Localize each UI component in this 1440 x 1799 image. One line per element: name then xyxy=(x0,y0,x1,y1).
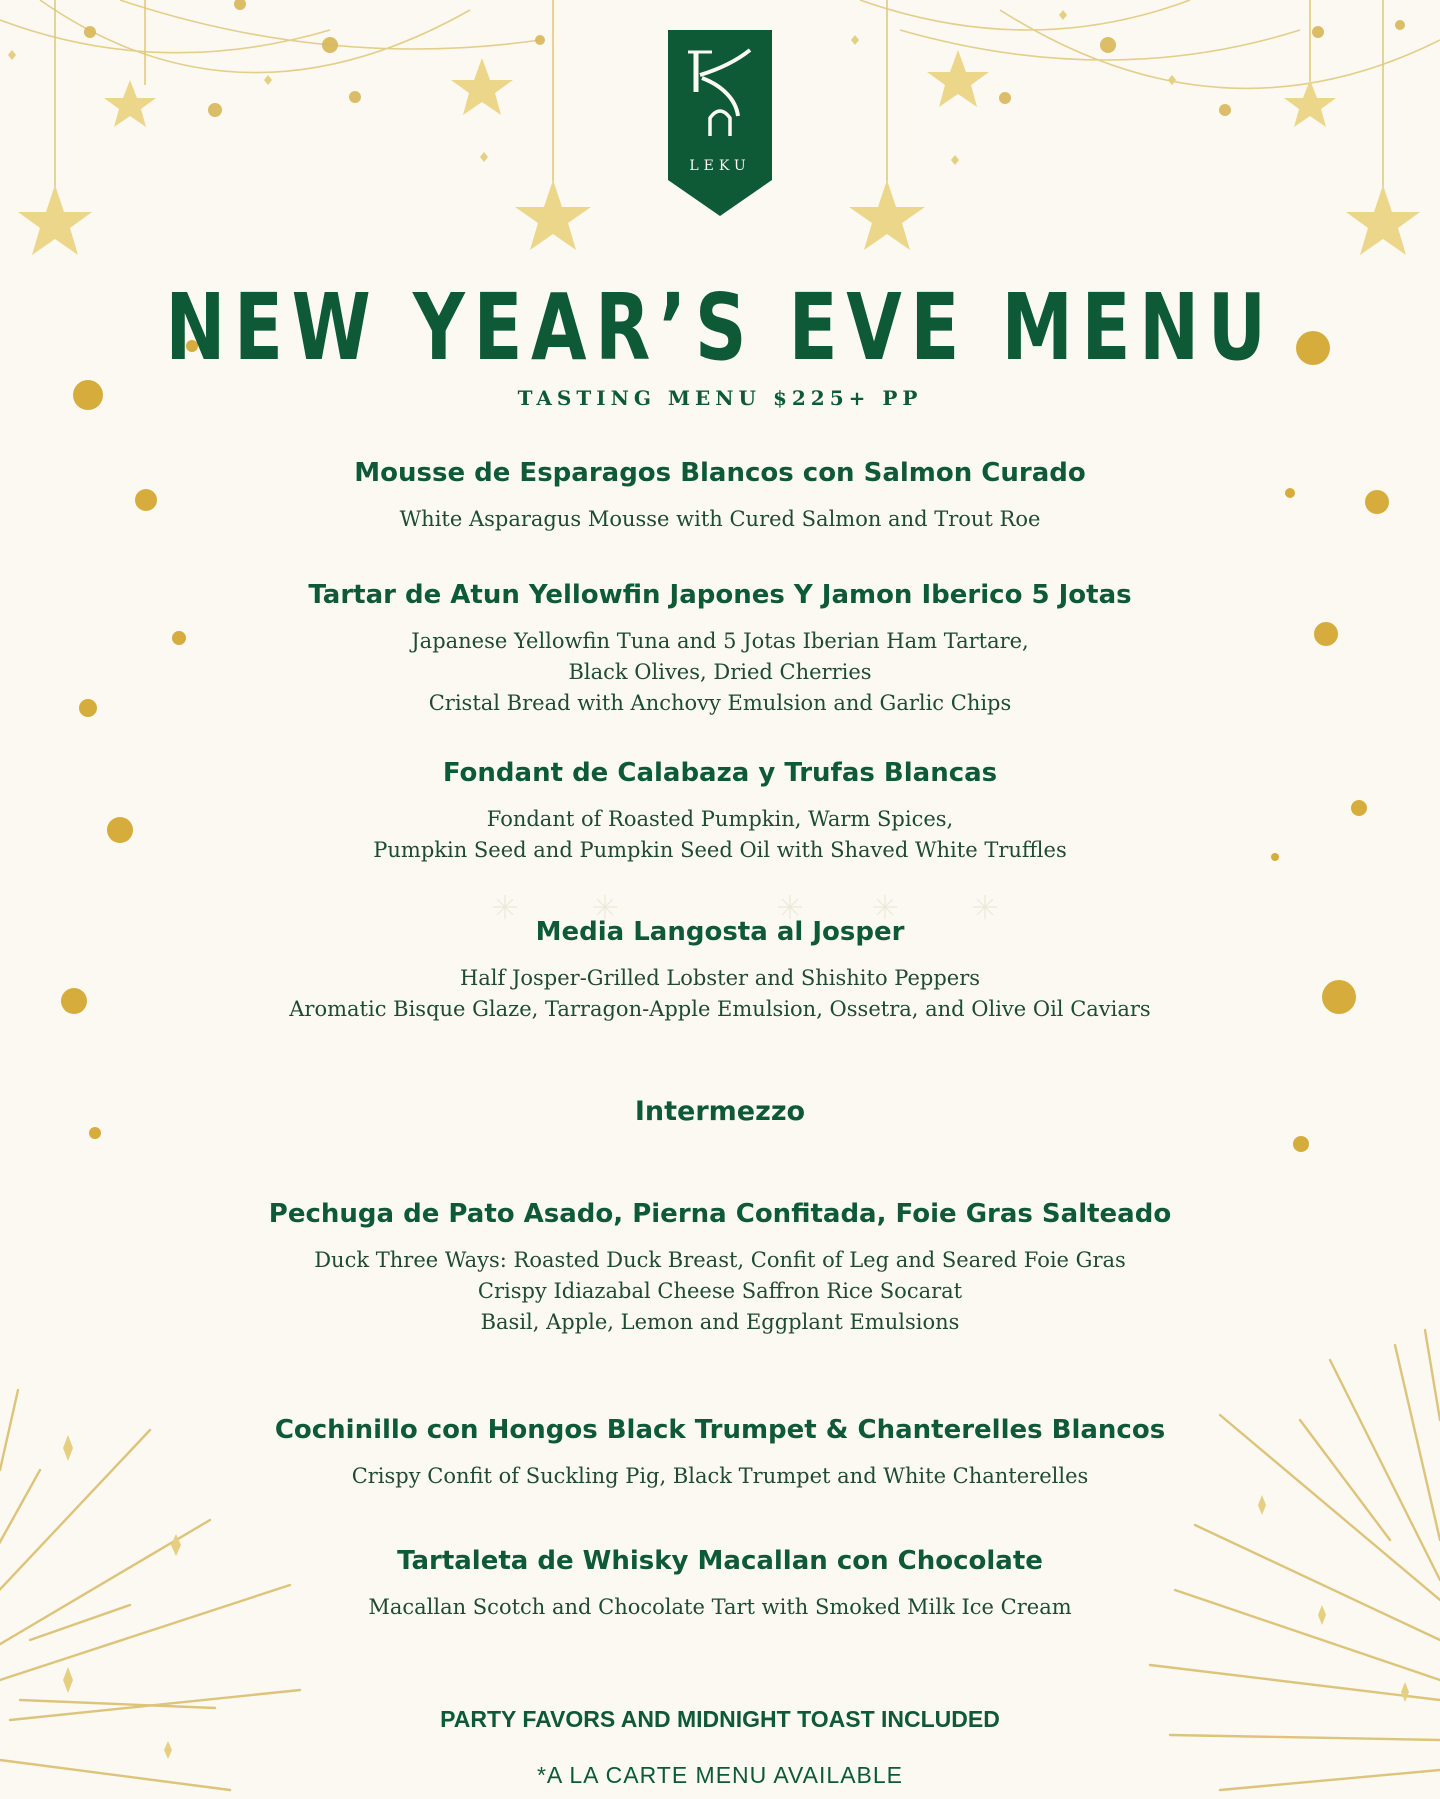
course-name: Mousse de Esparagos Blancos con Salmon Curado xyxy=(354,458,1086,488)
course-name: Tartar de Atun Yellowfin Japones Y Jamon Iberico 5 Jotas xyxy=(308,580,1132,610)
a-la-carte-note: *A LA CARTE MENU AVAILABLE xyxy=(536,1762,904,1788)
course-name: Fondant de Calabaza y Trufas Blancas xyxy=(442,758,998,788)
course-5 xyxy=(0,1197,1440,1338)
course-description: Japanese Yellowfin Tuna and 5 Jotas Iberian Ham Tartare, Black Olives, Dried Cherries Cristal Bread with Anchovy Emulsion and Garlic Chips xyxy=(411,629,1029,715)
course-name: Media Langosta al Josper xyxy=(535,917,905,947)
party-favors-note: PARTY FAVORS AND MIDNIGHT TOAST INCLUDED xyxy=(440,1706,1000,1732)
page-title: NEW YEAR’S EVE MENU xyxy=(165,274,1275,381)
leku-logo xyxy=(668,30,772,216)
course-description: Half Josper-Grilled Lobster and Shishito Peppers Aromatic Bisque Glaze, Tarragon-Apple Emulsion, Ossetra, and Olive Oil Caviars xyxy=(289,966,1151,1021)
course-4 xyxy=(0,915,1440,1025)
logo-text: LEKU xyxy=(689,158,751,174)
course-name: Pechuga de Pato Asado, Pierna Confitada, Foie Gras Salteado xyxy=(268,1199,1172,1229)
course-name: Tartaleta de Whisky Macallan con Chocolate xyxy=(397,1546,1043,1576)
course-description: Crispy Confit of Suckling Pig, Black Trumpet and White Chanterelles xyxy=(351,1464,1089,1488)
course-2 xyxy=(0,578,1440,719)
course-description: White Asparagus Mousse with Cured Salmon and Trout Roe xyxy=(399,507,1041,531)
course-description: Macallan Scotch and Chocolate Tart with Smoked Milk Ice Cream xyxy=(368,1595,1072,1619)
course-description: Duck Three Ways: Roasted Duck Breast, Confit of Leg and Seared Foie Gras Crispy Idiazabal Cheese Saffron Rice Socarat Basil, Apple, Lemon and Eggplant Emulsions xyxy=(314,1248,1126,1334)
course-name: Cochinillo con Hongos Black Trumpet & Chanterelles Blancos xyxy=(274,1415,1166,1445)
course-7 xyxy=(0,1544,1440,1623)
intermezzo-heading: Intermezzo xyxy=(634,1096,806,1127)
course-3 xyxy=(0,756,1440,866)
price-subtitle: TASTING MENU $225+ PP xyxy=(517,386,923,410)
course-1 xyxy=(0,456,1440,535)
course-6 xyxy=(0,1413,1440,1492)
course-description: Fondant of Roasted Pumpkin, Warm Spices, Pumpkin Seed and Pumpkin Seed Oil with Shaved White Truffles xyxy=(373,807,1067,862)
